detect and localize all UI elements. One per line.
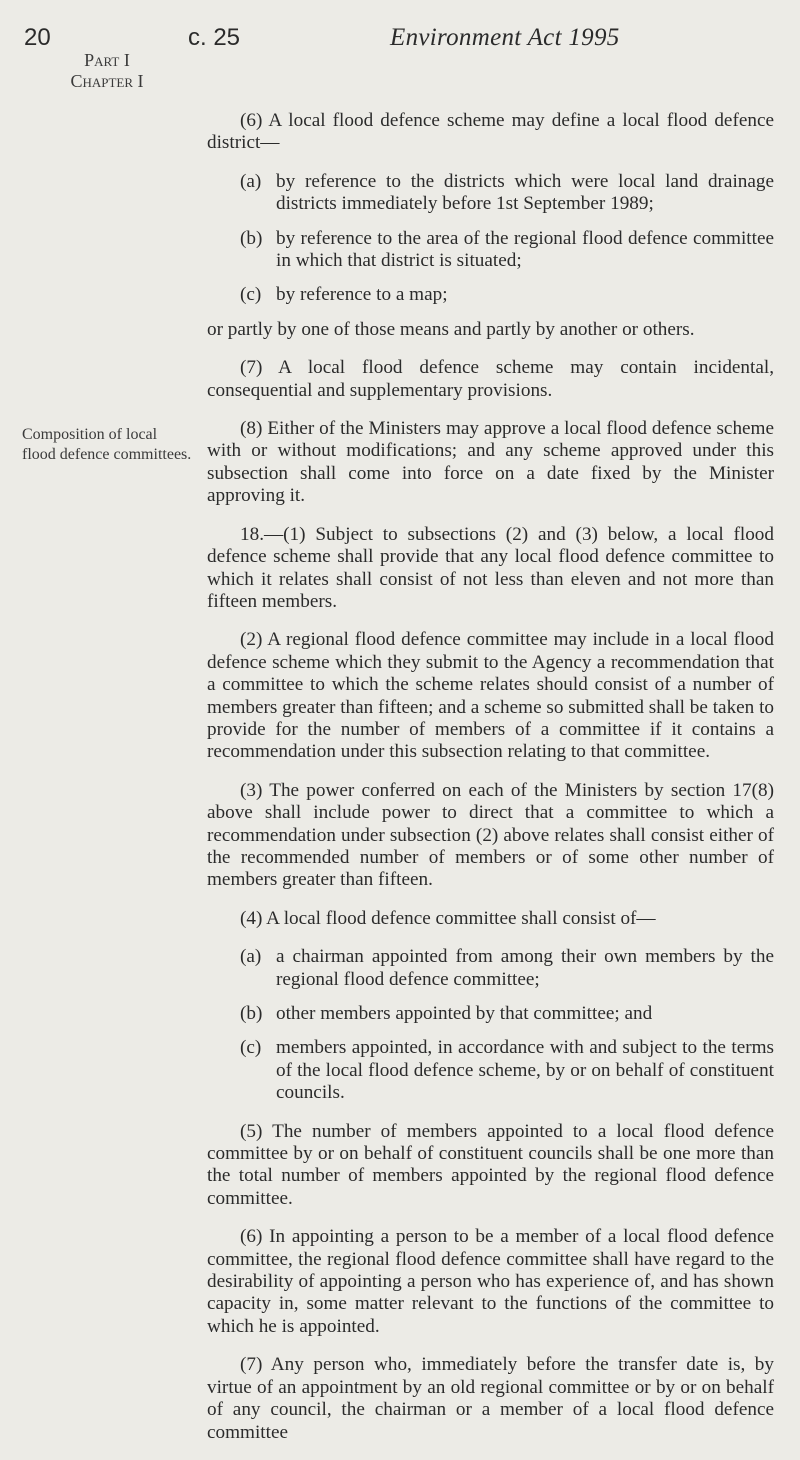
item-text: by reference to the area of the regional flood defence committee in which that district is situated; [276,227,774,272]
item-label: (c) [240,284,262,306]
item-text: members appointed, in accordance with and subject to the terms of the local flood defence scheme, by or on behalf of constituent councils. [276,1037,774,1104]
item-text: by reference to the districts which were local land drainage districts immediately before 1st September 1989; [276,170,774,215]
margin-sidenote: Composition of local flood defence committees. [22,426,192,463]
item-label: (c) [240,1037,262,1059]
list-item [240,1003,774,1025]
page-number: 20 [24,24,51,51]
item-text: a chairman appointed from among their own members by the regional flood defence committee; [276,946,774,990]
section-18-3: (3) The power conferred on each of the Ministers by section 17(8) above shall include power to direct that a committee to which a recommendation under subsection (2) above relates shall consist either of the recommended number of members or of some other number of members greater than fifteen. [207,779,774,891]
body-text [207,110,774,1460]
section-18-5: (5) The number of members appointed to a local flood defence committee by or on behalf of constituent councils shall be one more than the total number of members appointed by the regional flood defence committee. [207,1120,774,1209]
paragraph: or partly by one of those means and partly by another or others. [207,318,695,340]
list-item [240,946,774,991]
part-chapter-heading [22,50,192,92]
item-text: by reference to a map; [276,284,448,306]
act-title: Environment Act 1995 [390,24,620,51]
section-18-1: 18.—(1) Subject to subsections (2) and (3) below, a local flood defence scheme shall provide that any local flood defence committee to which it relates shall consist of not less than eleven and not more than fifteen members. [207,523,774,612]
paragraph: (8) Either of the Ministers may approve a local flood defence scheme with or without modifications; and any scheme approved under this subsection shall come into force on a date fixed by the Minister approving it. [207,418,774,507]
paragraph: (7) A local flood defence scheme may contain incidental, consequential and supplementary provisions. [207,357,774,401]
item-label: (a) [240,170,262,192]
list-item [240,171,774,216]
item-text: other members appointed by that committee; and [276,1003,653,1024]
list-item [240,1037,774,1104]
item-label: (b) [240,1003,263,1024]
list-item [240,284,774,306]
item-label: (b) [240,227,263,249]
item-label: (a) [240,946,262,968]
chapter-label: Chapter I [70,71,144,91]
part-label: Part I [84,50,130,70]
paragraph: (6) A local flood defence scheme may define a local flood defence district— [207,110,774,154]
section-18-6: (6) In appointing a person to be a member of a local flood defence committee, the regional flood defence committee shall have regard to the desirability of appointing a person who has experience of, and has shown capacity in, some matter relevant to the functions of the committee to which he is appointed. [207,1226,774,1337]
section-18-7: (7) Any person who, immediately before the transfer date is, by virtue of an appointment by an old regional committee or by or on behalf of any council, the chairman or a member of a local flood defence committee [207,1354,774,1443]
chapter-reference: c. 25 [188,24,241,51]
section-18-2: (2) A regional flood defence committee may include in a local flood defence scheme which they submit to the Agency a recommendation that a committee to which the scheme relates should consist of a number of members greater than fifteen; and a scheme so submitted shall be taken to provide for the number of members of a committee if it contains a recommendation under this subsection relating to that committee. [207,629,774,763]
section-18-4: (4) A local flood defence committee shall consist of— [240,907,656,929]
list-item [240,228,774,273]
